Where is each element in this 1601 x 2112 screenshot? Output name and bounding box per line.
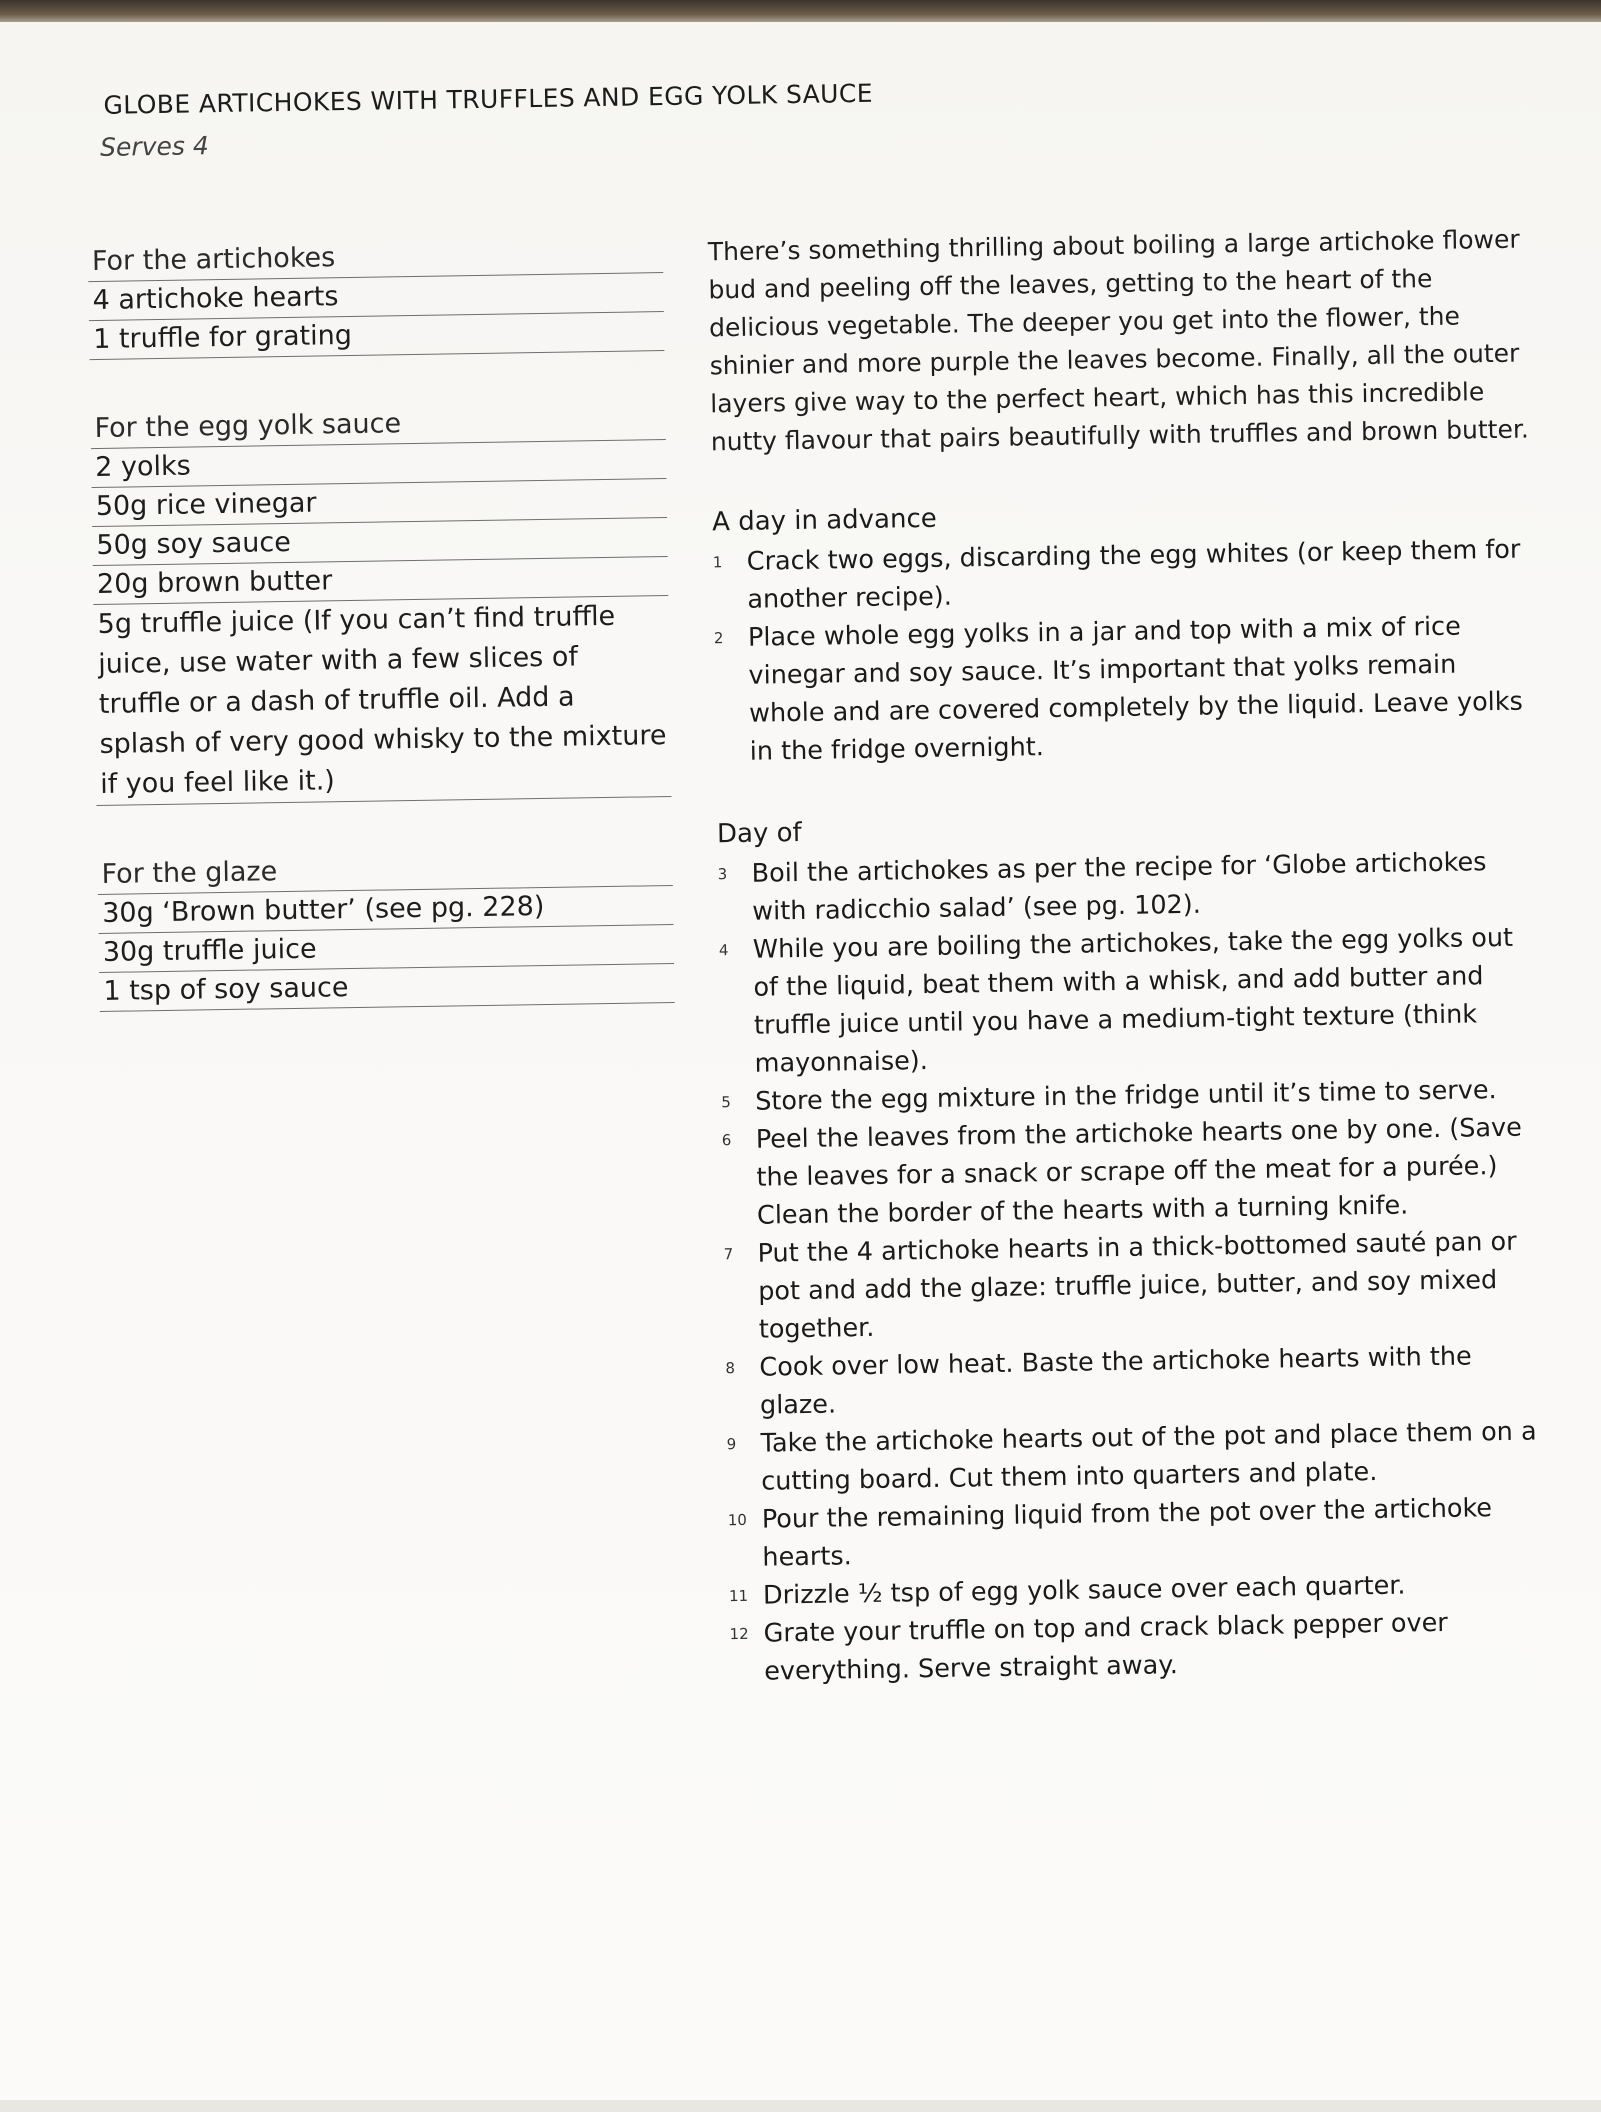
step-number: 7 (723, 1245, 734, 1264)
method-column (708, 220, 1551, 1735)
method-step (712, 530, 1533, 619)
recipe-title: GLOBE ARTICHOKES WITH TRUFFLES AND EGG YOLK SAUCE (103, 78, 874, 120)
step-number: 9 (726, 1435, 737, 1454)
step-number: 8 (725, 1359, 736, 1378)
step-number: 2 (713, 629, 724, 648)
method-step (723, 1222, 1545, 1349)
step-number: 6 (721, 1131, 732, 1150)
ingredient-item: 5g truffle juice (If you can’t find truffle juice, use water with a few slices of truffle or a dash of truffle oil. Add a splash of very good whisky to the mixture if you feel like it.) (93, 596, 671, 806)
ingredient-item: 4 artichoke hearts (88, 273, 664, 321)
method-step (719, 918, 1541, 1083)
method-step (726, 1412, 1547, 1501)
step-text: Store the egg mixture in the fridge until it’s time to serve. (755, 1075, 1497, 1117)
step-number: 1 (712, 553, 723, 572)
step-text: Take the artichoke hearts out of the pot and place them on a cutting board. Cut them into quarters and plate. (760, 1416, 1537, 1497)
ingredient-item: 30g ‘Brown butter’ (see pg. 228) (98, 886, 674, 934)
step-text: Drizzle ½ tsp of egg yolk sauce over each quarter. (762, 1570, 1406, 1611)
step-number: 11 (728, 1586, 749, 1606)
recipe-page (0, 22, 1601, 2100)
ingredient-item: 50g rice vinegar (92, 479, 668, 527)
method-step (728, 1488, 1549, 1577)
step-text: Grate your truffle on top and crack black pepper over everything. Serve straight away. (763, 1607, 1449, 1687)
ingredient-group-sauce (90, 401, 671, 806)
step-number: 4 (718, 941, 729, 960)
ingredient-item: 30g truffle juice (99, 925, 675, 973)
step-number: 5 (721, 1093, 731, 1112)
step-text: Cook over low heat. Baste the artichoke hearts with the glaze. (759, 1341, 1472, 1421)
step-number: 3 (717, 865, 728, 884)
method-step (722, 1108, 1544, 1235)
step-text: Crack two eggs, discarding the egg whites (or keep them for another recipe). (746, 534, 1521, 615)
step-text: Boil the artichokes as per the recipe for ‘Globe artichokes with radicchio salad’ (see pg. 102). (751, 847, 1487, 927)
ingredient-item: 20g brown butter (93, 557, 669, 605)
method-step (725, 1336, 1546, 1425)
ingredient-heading: For the glaze (97, 847, 673, 895)
steps-advance (712, 530, 1535, 771)
ingredient-item: 2 yolks (91, 440, 667, 488)
section-heading-advance: A day in advance (711, 503, 937, 538)
ingredient-group-glaze (97, 847, 674, 1012)
ingredient-item: 1 tsp of soy sauce (99, 964, 675, 1012)
steps-day-of (717, 842, 1550, 1691)
method-step (714, 606, 1536, 771)
page-content (0, 10, 1601, 2112)
step-text: While you are boiling the artichokes, take the egg yolks out of the liquid, beat them with a whisk, and add butter and truffle juice until you have a medium-tight texture (think mayonnaise). (752, 922, 1514, 1079)
ingredient-item: 1 truffle for grating (89, 312, 665, 360)
method-step (717, 842, 1538, 931)
step-number: 12 (729, 1624, 749, 1644)
step-text: Put the 4 artichoke hearts in a thick-bottomed sauté pan or pot and add the glaze: truffle juice, butter, and soy mixed together. (757, 1226, 1517, 1345)
step-text: Place whole egg yolks in a jar and top with a mix of rice vinegar and soy sauce. It’s important that yolks remain whole and are covered completely by the liquid. Leave yolks in the fridge overnight. (747, 611, 1524, 767)
step-number: 10 (727, 1510, 748, 1530)
ingredient-heading: For the egg yolk sauce (90, 401, 666, 449)
ingredient-group-artichokes (88, 234, 665, 360)
ingredients-column (88, 234, 676, 1062)
ingredient-item: 50g soy sauce (92, 518, 668, 566)
section-heading-day-of: Day of (716, 817, 802, 850)
ingredient-heading: For the artichokes (88, 234, 664, 282)
intro-paragraph: There’s something thrilling about boiling a large artichoke flower bud and peeling off the leaves, getting to the heart of the delicious vegetable. The deeper you get into the flower, the shinier and more purple the leaves become. Finally, all the outer layers give way to the perfect heart, which has this incredible nutty flavour that pairs beautifully with truffles and brown butter. (707, 224, 1529, 457)
servings: Serves 4 (99, 131, 209, 162)
step-text: Peel the leaves from the artichoke hearts one by one. (Save the leaves for a snack or scrape off the meat for a purée.) Clean the border of the hearts with a turning knife. (755, 1112, 1523, 1231)
method-step (729, 1602, 1550, 1691)
step-text: Pour the remaining liquid from the pot over the artichoke hearts. (761, 1493, 1493, 1573)
